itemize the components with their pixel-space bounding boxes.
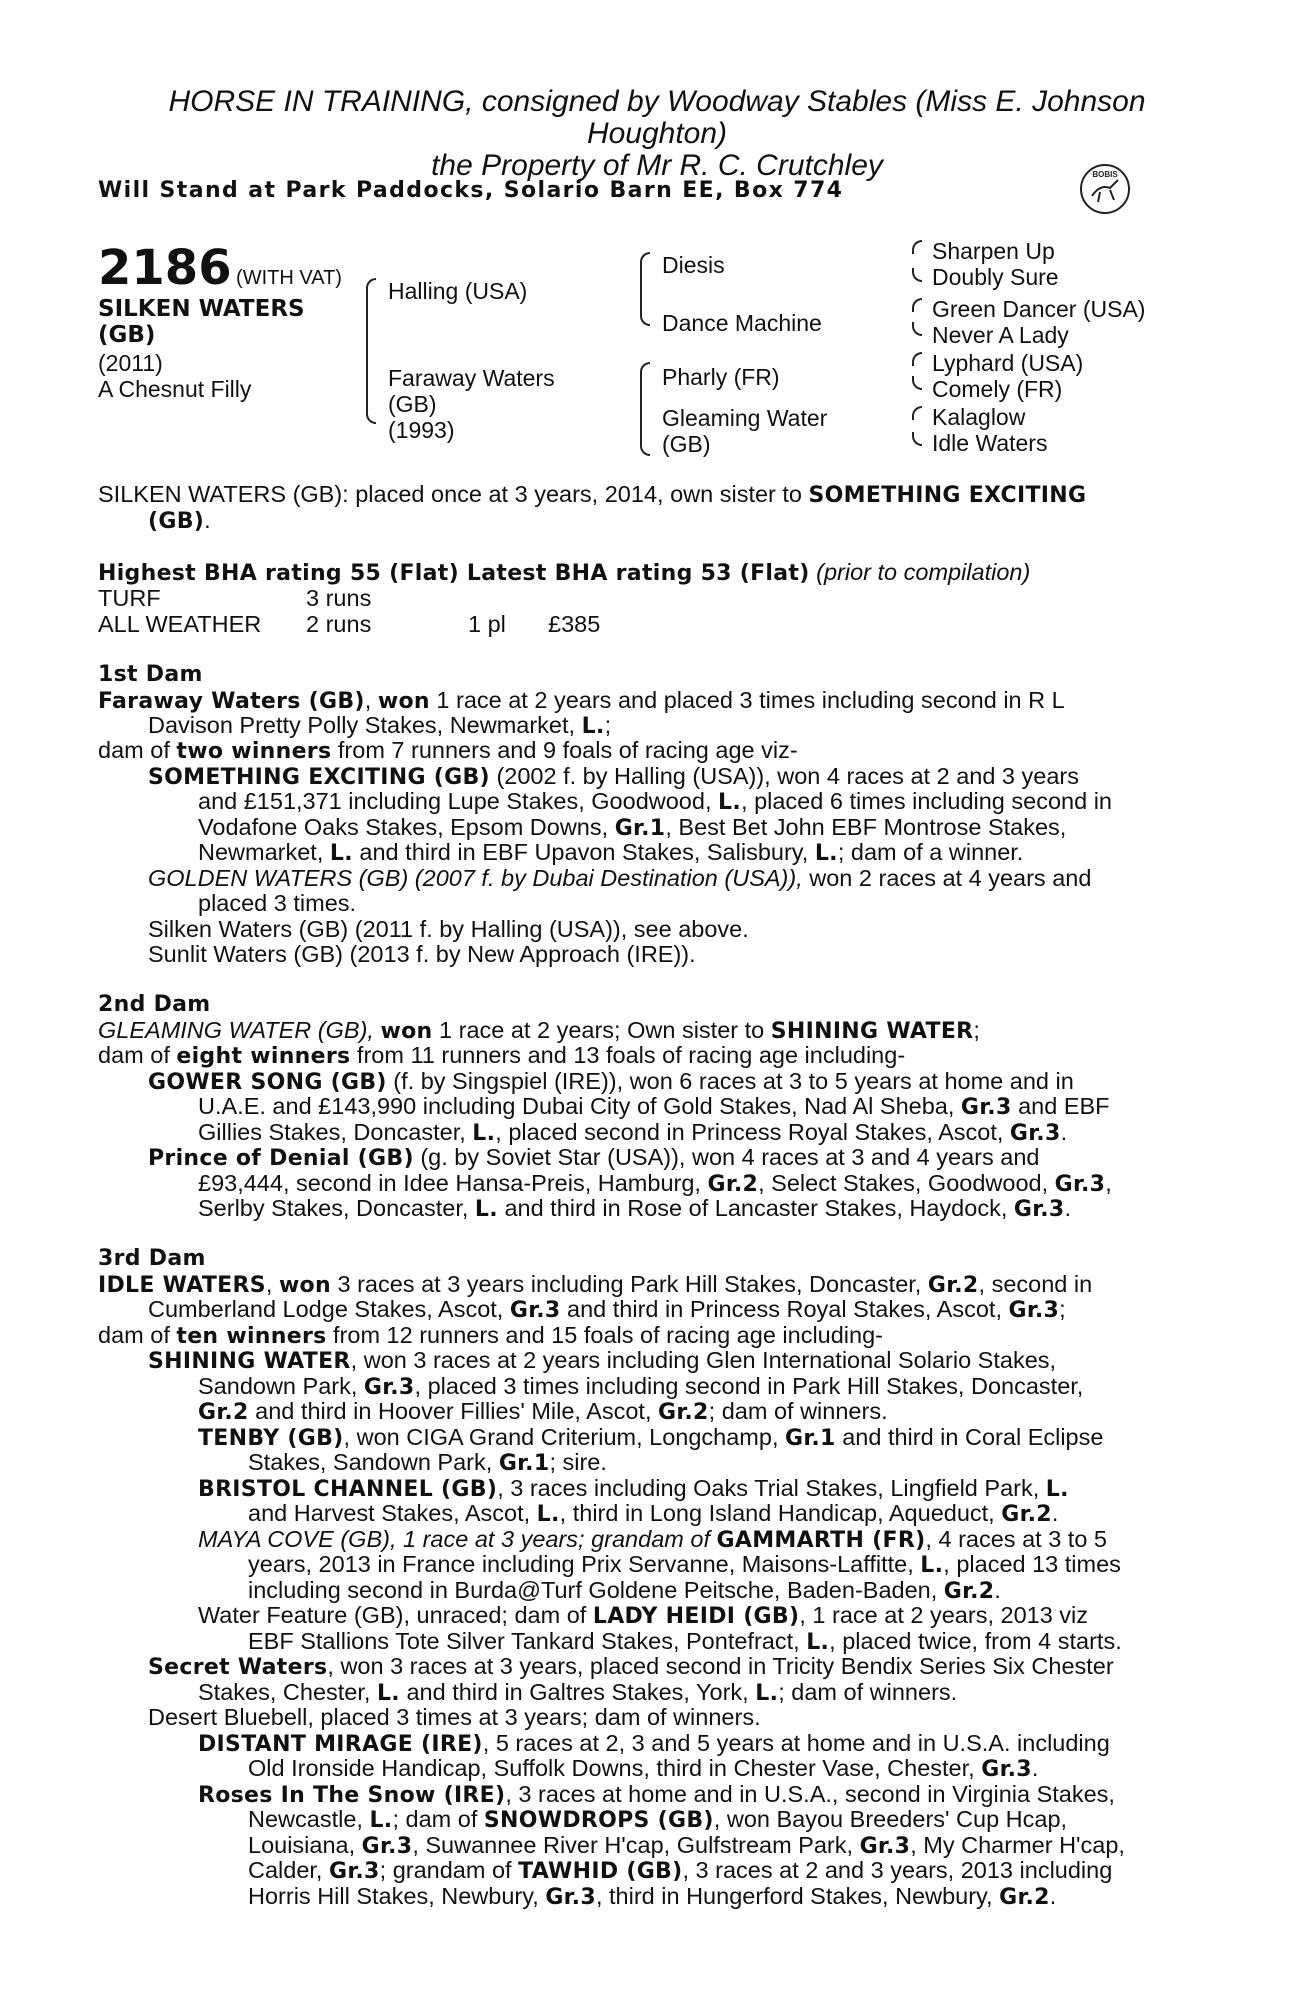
stand-location: Will Stand at Park Paddocks, Solario Barn EE, Box 774 bbox=[98, 178, 844, 203]
ped-ddd: Idle Waters bbox=[932, 430, 1048, 456]
gw-line-2: placed 3 times. bbox=[198, 890, 357, 916]
rs-line-4: Calder, Gr.3; grandam of TAWHID (GB), 3 races at 2 and 3 years, 2013 including bbox=[248, 1857, 1113, 1884]
sh-line-1: SHINING WATER, won 3 races at 2 years including Glen International Solario Stakes, bbox=[148, 1347, 1057, 1374]
vat-label: (WITH VAT) bbox=[236, 267, 342, 289]
ped-ssd: Doubly Sure bbox=[932, 264, 1059, 290]
rs-line-5: Horris Hill Stakes, Newbury, Gr.3, third in Hungerford Stakes, Newbury, Gr.2. bbox=[248, 1883, 1057, 1910]
ped-sss: Sharpen Up bbox=[932, 238, 1055, 264]
se-line-3: Vodafone Oaks Stakes, Epsom Downs, Gr.1, Best Bet John EBF Montrose Stakes, bbox=[198, 814, 1067, 841]
foaling-year: (2011) bbox=[98, 350, 163, 376]
d1-line-3: dam of two winners from 7 runners and 9 foals of racing age viz- bbox=[98, 737, 798, 764]
bobis-logo bbox=[1078, 162, 1132, 216]
mc-line-3: including second in Burda@Turf Goldene Peitsche, Baden-Baden, Gr.2. bbox=[248, 1577, 1001, 1604]
pd-line-3: Serlby Stakes, Doncaster, L. and third in Rose of Lancaster Stakes, Haydock, Gr.3. bbox=[198, 1195, 1072, 1222]
d1-line-1: Faraway Waters (GB), won 1 race at 2 years and placed 3 times including second in R L bbox=[98, 687, 1065, 714]
pd-line-2: £93,444, second in Idee Hansa-Preis, Hamburg, Gr.2, Select Stakes, Goodwood, Gr.3, bbox=[198, 1170, 1112, 1197]
wf-line-1: Water Feature (GB), unraced; dam of LADY HEIDI (GB), 1 race at 2 years, 2013 viz bbox=[198, 1602, 1089, 1629]
dam-line-1: Faraway Waters bbox=[388, 365, 555, 391]
sire-dam: Dance Machine bbox=[662, 310, 822, 336]
se-line-4: Newmarket, L. and third in EBF Upavon Stakes, Salisbury, L.; dam of a winner. bbox=[198, 839, 1024, 866]
dm-line-2: Old Ironside Handicap, Suffolk Downs, third in Chester Vase, Chester, Gr.3. bbox=[248, 1755, 1039, 1782]
gw-line-1: GOLDEN WATERS (GB) (2007 f. by Dubai Destination (USA)), won 2 races at 4 years and bbox=[148, 865, 1092, 891]
header-line-2: Houghton) bbox=[586, 117, 728, 150]
sh-line-2: Sandown Park, Gr.3, placed 3 times including second in Park Hill Stakes, Doncaster, bbox=[198, 1373, 1084, 1400]
d3-line-1: IDLE WATERS, won 3 races at 3 years including Park Hill Stakes, Doncaster, Gr.2, second in bbox=[98, 1271, 1093, 1298]
d3-line-3: dam of ten winners from 12 runners and 15 foals of racing age including- bbox=[98, 1322, 883, 1349]
te-line-2: Stakes, Sandown Park, Gr.1; sire. bbox=[248, 1449, 607, 1476]
dm-line-1: DISTANT MIRAGE (IRE), 5 races at 2, 3 and 5 years at home and in U.S.A. including bbox=[198, 1730, 1110, 1757]
gs-line-1: GOWER SONG (GB) (f. by Singspiel (IRE)), won 6 races at 3 to 5 years at home and in bbox=[148, 1068, 1074, 1095]
ped-sds: Green Dancer (USA) bbox=[932, 296, 1146, 322]
te-line-1: TENBY (GB), won CIGA Grand Criterium, Longchamp, Gr.1 and third in Coral Eclipse bbox=[198, 1424, 1104, 1451]
header-line-1: HORSE IN TRAINING, consigned by Woodway Stables (Miss E. Johnson bbox=[168, 85, 1146, 118]
pd-line-1: Prince of Denial (GB) (g. by Soviet Star (USA)), won 4 races at 3 and 4 years and bbox=[148, 1144, 1040, 1171]
sunlit-waters-entry: Sunlit Waters (GB) (2013 f. by New Approach (IRE)). bbox=[148, 941, 696, 967]
ped-dds: Kalaglow bbox=[932, 404, 1026, 430]
header-line-3: the Property of Mr R. C. Crutchley bbox=[431, 149, 883, 182]
se-line-1: SOMETHING EXCITING (GB) (2002 f. by Halling (USA)), won 4 races at 2 and 3 years bbox=[148, 763, 1079, 790]
desert-bluebell-entry: Desert Bluebell, placed 3 times at 3 years; dam of winners. bbox=[148, 1704, 761, 1730]
sh-line-3: Gr.2 and third in Hoover Fillies' Mile, Ascot, Gr.2; dam of winners. bbox=[198, 1398, 888, 1425]
silken-waters-entry: Silken Waters (GB) (2011 f. by Halling (USA)), see above. bbox=[148, 916, 749, 942]
ped-dss: Lyphard (USA) bbox=[932, 350, 1084, 376]
gs-line-3: Gillies Stakes, Doncaster, L., placed second in Princess Royal Stakes, Ascot, Gr.3. bbox=[198, 1119, 1068, 1146]
rs-line-2: Newcastle, L.; dam of SNOWDROPS (GB), won Bayou Breeders' Cup Hcap, bbox=[248, 1806, 1068, 1833]
gs-line-2: U.A.E. and £143,990 including Dubai City of Gold Stakes, Nad Al Sheba, Gr.3 and EBF bbox=[198, 1093, 1110, 1120]
sire: Halling (USA) bbox=[388, 278, 528, 304]
aw-placed: 1 pl bbox=[468, 611, 506, 637]
rs-line-1: Roses In The Snow (IRE), 3 races at home and in U.S.A., second in Virginia Stakes, bbox=[198, 1781, 1115, 1808]
dam-line-2: (GB) bbox=[388, 391, 437, 417]
ped-sdd: Never A Lady bbox=[932, 322, 1069, 348]
mc-line-1: MAYA COVE (GB), 1 race at 3 years; grandam of GAMMARTH (FR), 4 races at 3 to 5 bbox=[198, 1526, 1108, 1553]
dam-dam-2: (GB) bbox=[662, 431, 711, 457]
wf-line-2: EBF Stallions Tote Silver Tankard Stakes, Pontefract, L., placed twice, from 4 starts. bbox=[248, 1628, 1122, 1655]
turf-runs: 3 runs bbox=[306, 585, 372, 611]
aw-earnings: £385 bbox=[548, 611, 601, 637]
bc-line-2: and Harvest Stakes, Ascot, L., third in Long Island Handicap, Aqueduct, Gr.2. bbox=[248, 1500, 1059, 1527]
ped-dsd: Comely (FR) bbox=[932, 376, 1063, 402]
sire-sire: Diesis bbox=[662, 252, 725, 278]
d2-line-2: dam of eight winners from 11 runners and 13 foals of racing age including- bbox=[98, 1042, 906, 1069]
sec-line-2: Stakes, Chester, L. and third in Galtres Stakes, York, L.; dam of winners. bbox=[198, 1679, 958, 1706]
section-3rd-dam: 3rd Dam bbox=[98, 1246, 206, 1271]
bha-rating: Highest BHA rating 55 (Flat) Latest BHA rating 53 (Flat) (prior to compilation) bbox=[98, 559, 1031, 586]
aw-row: ALL WEATHER bbox=[98, 611, 262, 637]
rs-line-3: Louisiana, Gr.3, Suwannee River H'cap, Gulfstream Park, Gr.3, My Charmer H'cap, bbox=[248, 1832, 1125, 1859]
dam-sire: Pharly (FR) bbox=[662, 364, 780, 390]
section-1st-dam: 1st Dam bbox=[98, 662, 203, 687]
turf-row: TURF bbox=[98, 585, 161, 611]
mc-line-2: years, 2013 in France including Prix Servanne, Maisons-Laffitte, L., placed 13 times bbox=[248, 1551, 1121, 1578]
d2-line-1: GLEAMING WATER (GB), won 1 race at 2 years; Own sister to SHINING WATER; bbox=[98, 1017, 980, 1044]
d3-line-2: Cumberland Lodge Stakes, Ascot, Gr.3 and third in Princess Royal Stakes, Ascot, Gr.3; bbox=[148, 1296, 1066, 1323]
sec-line-1: Secret Waters, won 3 races at 3 years, placed second in Tricity Bendix Series Six Chester bbox=[148, 1653, 1114, 1680]
se-line-2: and £151,371 including Lupe Stakes, Goodwood, L., placed 6 times including second in bbox=[198, 788, 1113, 815]
lot-number: 2186 bbox=[98, 240, 232, 296]
aw-runs: 2 runs bbox=[306, 611, 372, 637]
dam-dam-1: Gleaming Water bbox=[662, 405, 828, 431]
summary-line-1: SILKEN WATERS (GB): placed once at 3 years, 2014, own sister to SOMETHING EXCITING bbox=[98, 481, 1087, 508]
horse-name: SILKEN WATERS bbox=[98, 296, 305, 322]
horse-description: A Chesnut Filly bbox=[98, 376, 252, 402]
dam-line-3: (1993) bbox=[388, 417, 455, 443]
bc-line-1: BRISTOL CHANNEL (GB), 3 races including Oaks Trial Stakes, Lingfield Park, L. bbox=[198, 1475, 1069, 1502]
section-2nd-dam: 2nd Dam bbox=[98, 992, 211, 1017]
lot-number-row bbox=[98, 240, 342, 296]
summary-line-2: (GB). bbox=[148, 507, 211, 534]
d1-line-2: Davison Pretty Polly Stakes, Newmarket, L.; bbox=[148, 712, 612, 739]
horse-origin: (GB) bbox=[98, 322, 156, 348]
svg-text:BOBIS: BOBIS bbox=[1092, 170, 1118, 179]
